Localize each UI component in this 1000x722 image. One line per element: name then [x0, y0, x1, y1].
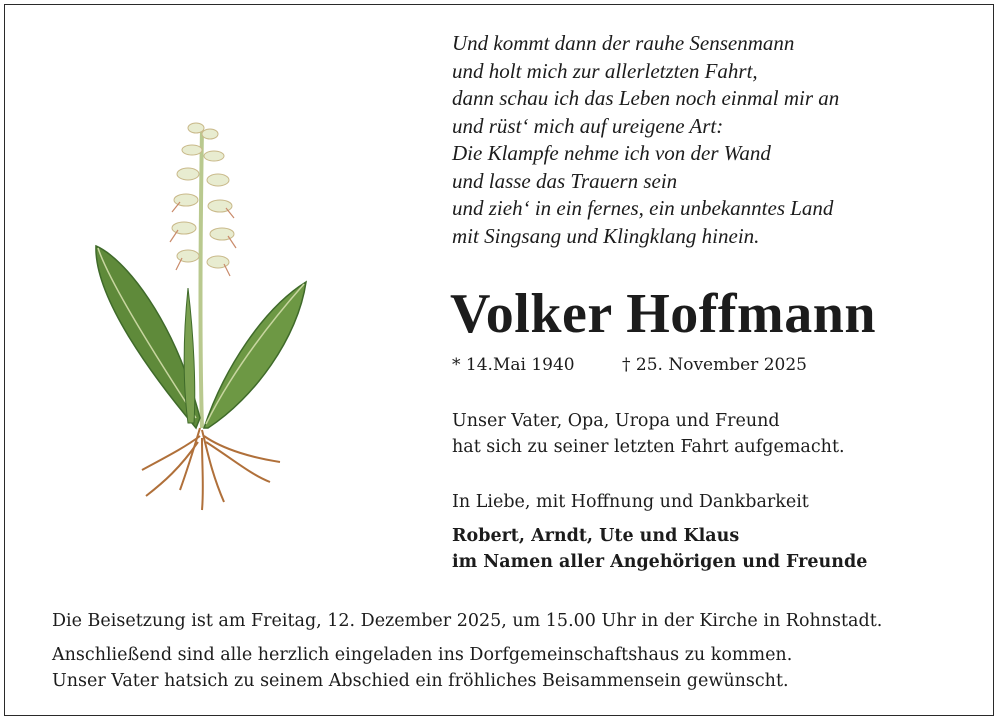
message-line: hat sich zu seiner letzten Fahrt aufgemacht.: [452, 437, 845, 457]
poem-line: Und kommt dann der rauhe Sensenmann: [452, 31, 795, 55]
signature-line: Robert, Arndt, Ute und Klaus: [452, 526, 740, 546]
signatures: [452, 523, 867, 575]
poem-line: mit Singsang und Klingklang hinein.: [452, 223, 760, 248]
orchid-illustration: [84, 98, 324, 518]
message: [452, 408, 845, 460]
roots: [142, 428, 280, 510]
funeral-line: Unser Vater hatsich zu seinem Abschied ein fröhliches Beisammensein gewünscht.: [52, 671, 789, 691]
closing-line: In Liebe, mit Hoffnung und Dankbarkeit: [452, 492, 809, 512]
death-date: † 25. November 2025: [622, 355, 807, 375]
life-dates: [452, 355, 807, 375]
poem-line: dann schau ich das Leben noch einmal mir an: [452, 86, 840, 110]
funeral-line: Die Beisetzung ist am Freitag, 12. Dezember 2025, um 15.00 Uhr in der Kirche in Rohnstadt.: [52, 611, 883, 631]
poem: [452, 30, 839, 250]
poem-line: Die Klampfe nehme ich von der Wand: [452, 141, 771, 165]
signature-line: im Namen aller Angehörigen und Freunde: [452, 552, 868, 572]
deceased-name: Volker Hoffmann: [450, 283, 876, 345]
birth-date: * 14.Mai 1940: [452, 355, 575, 375]
poem-line: und holt mich zur allerletzten Fahrt,: [452, 58, 758, 83]
poem-line: und rüst‘ mich auf ureigene Art:: [452, 113, 724, 138]
funeral-line: Anschließend sind alle herzlich eingeladen ins Dorfgemeinschaftshaus zu kommen.: [52, 645, 793, 665]
funeral-info: [52, 608, 882, 694]
poem-line: und zieh‘ in ein fernes, ein unbekanntes Land: [452, 196, 834, 220]
poem-line: und lasse das Trauern sein: [452, 168, 678, 193]
message-line: Unser Vater, Opa, Uropa und Freund: [452, 411, 780, 431]
